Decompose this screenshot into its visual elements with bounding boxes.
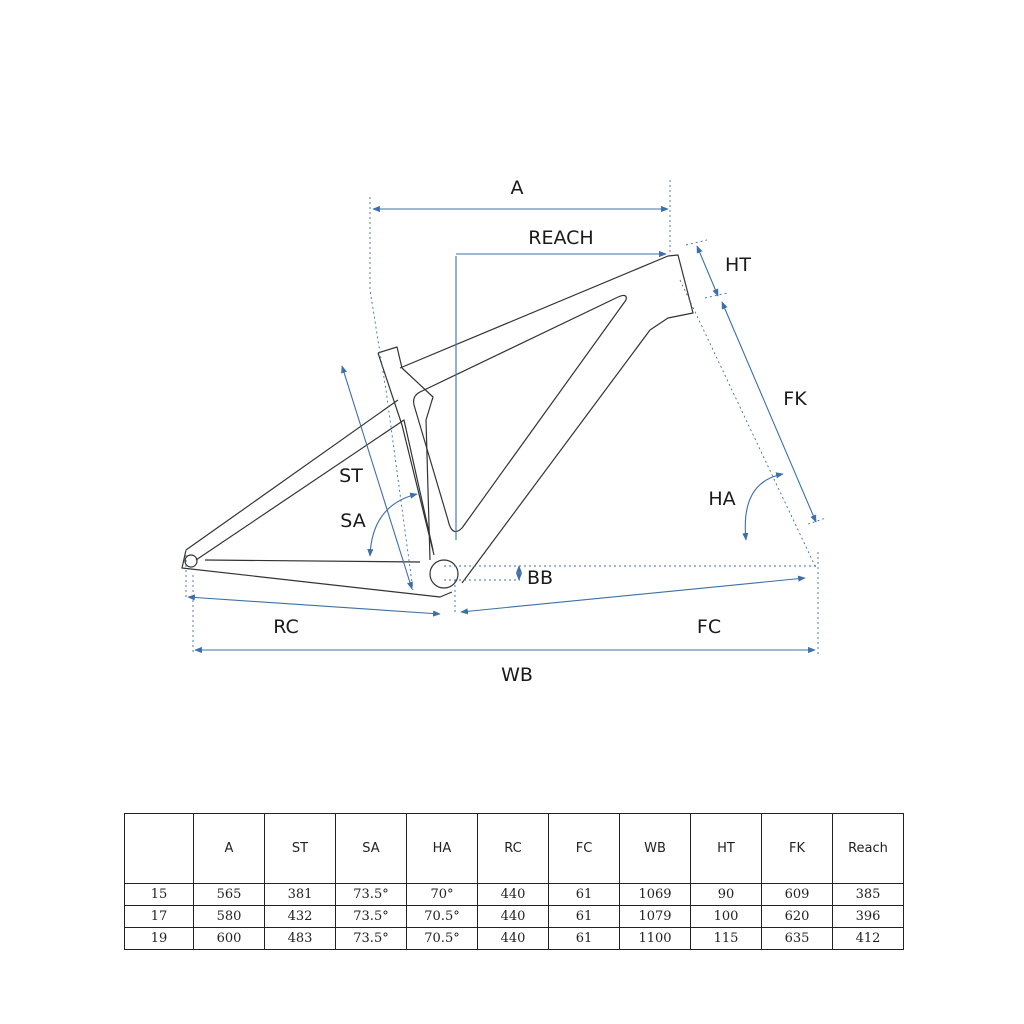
- table-header-rc: RC: [478, 814, 549, 884]
- table-header-reach: Reach: [833, 814, 904, 884]
- label-sa: SA: [340, 510, 366, 532]
- table-cell: 609: [762, 884, 833, 906]
- fc-dimension: [461, 578, 805, 612]
- table-header-fk: FK: [762, 814, 833, 884]
- table-cell: 396: [833, 906, 904, 928]
- dimension-lines: [188, 209, 816, 650]
- table-cell: 61: [549, 884, 620, 906]
- label-wb: WB: [501, 664, 533, 686]
- table-cell: 1079: [620, 906, 691, 928]
- table-cell: 70.5°: [407, 906, 478, 928]
- ha-angle-arc: [745, 474, 783, 540]
- label-reach: REACH: [528, 227, 594, 249]
- table-cell: 61: [549, 906, 620, 928]
- ht-dimension: [697, 246, 718, 296]
- table-cell: 115: [691, 928, 762, 950]
- sa-angle-arc: [370, 494, 417, 556]
- table-cell: 73.5°: [336, 906, 407, 928]
- bottom-bracket: [430, 560, 458, 588]
- table-cell: 1069: [620, 884, 691, 906]
- label-fc: FC: [696, 616, 722, 638]
- table-cell: 15: [125, 884, 194, 906]
- label-a: A: [510, 177, 524, 199]
- down-tube: [414, 295, 650, 583]
- table-header-a: A: [194, 814, 265, 884]
- table-header-sa: SA: [336, 814, 407, 884]
- table-cell: 483: [265, 928, 336, 950]
- table-header-st: ST: [265, 814, 336, 884]
- table-row: [125, 884, 904, 906]
- table-cell: 635: [762, 928, 833, 950]
- label-ht: HT: [725, 254, 751, 276]
- table-cell: 440: [478, 906, 549, 928]
- top-tube-outer: [400, 255, 693, 368]
- table-cell: 440: [478, 928, 549, 950]
- table-cell: 17: [125, 906, 194, 928]
- bike-frame: [182, 255, 693, 597]
- geometry-table: [124, 813, 904, 950]
- table-cell: 412: [833, 928, 904, 950]
- table-cell: 100: [691, 906, 762, 928]
- table-cell: 73.5°: [336, 884, 407, 906]
- table-cell: 620: [762, 906, 833, 928]
- label-fk: FK: [783, 388, 807, 410]
- table-cell: 61: [549, 928, 620, 950]
- table-header-fc: FC: [549, 814, 620, 884]
- table-cell: 580: [194, 906, 265, 928]
- table-cell: 381: [265, 884, 336, 906]
- table-cell: 432: [265, 906, 336, 928]
- table-cell: 70.5°: [407, 928, 478, 950]
- table-cell: 70°: [407, 884, 478, 906]
- guide-lines: [186, 180, 826, 655]
- chain-stay: [182, 550, 452, 597]
- label-st: ST: [339, 465, 363, 487]
- table-row: [125, 928, 904, 950]
- table-header-wb: WB: [620, 814, 691, 884]
- table-cell: 90: [691, 884, 762, 906]
- label-ha: HA: [708, 488, 736, 510]
- table-cell: 1100: [620, 928, 691, 950]
- table-row: [125, 906, 904, 928]
- table-header-ha: HA: [407, 814, 478, 884]
- table-cell: 565: [194, 884, 265, 906]
- table-cell: 600: [194, 928, 265, 950]
- table-cell: 73.5°: [336, 928, 407, 950]
- table-header-ht: HT: [691, 814, 762, 884]
- rc-dimension: [188, 597, 440, 614]
- rear-dropout: [185, 555, 197, 567]
- seat-tube: [378, 347, 434, 560]
- table-cell: 19: [125, 928, 194, 950]
- seat-stay: [186, 400, 433, 560]
- label-bb: BB: [526, 567, 554, 589]
- fk-dimension: [722, 302, 816, 522]
- table-cell: 385: [833, 884, 904, 906]
- label-rc: RC: [273, 616, 299, 638]
- table-header-size: [125, 814, 194, 884]
- table-cell: 440: [478, 884, 549, 906]
- table-header-row: [125, 814, 904, 884]
